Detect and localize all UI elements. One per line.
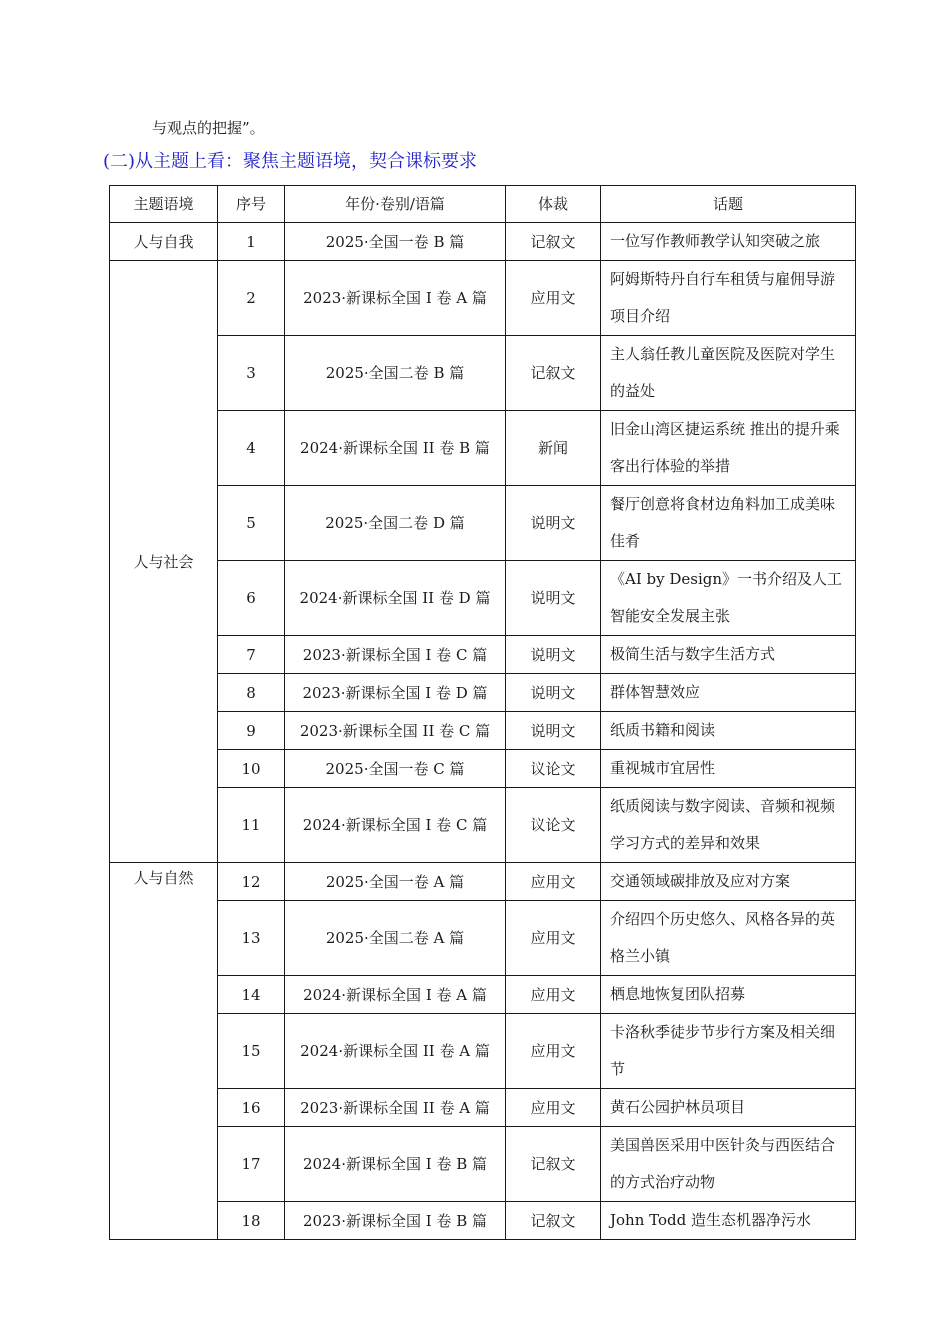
header-source: 年份·卷别/语篇	[285, 186, 506, 223]
context-self: 人与自我	[110, 223, 218, 261]
intro-text: 与观点的把握”。	[152, 119, 265, 137]
row-topic: 一位写作教师教学认知突破之旅	[601, 223, 856, 261]
table-row	[110, 1202, 856, 1240]
table-row	[110, 223, 856, 261]
row-source: 2025·全国一卷 A 篇	[285, 863, 506, 901]
row-number: 10	[218, 750, 285, 788]
row-topic: 重视城市宜居性	[601, 750, 856, 788]
row-number: 6	[218, 561, 285, 636]
row-genre: 说明文	[506, 674, 601, 712]
row-genre: 说明文	[506, 561, 601, 636]
table-row	[110, 712, 856, 750]
row-genre: 应用文	[506, 976, 601, 1014]
row-topic: 主人翁任教儿童医院及医院对学生的益处	[601, 336, 856, 411]
row-number: 13	[218, 901, 285, 976]
row-source: 2025·全国二卷 B 篇	[285, 336, 506, 411]
row-topic: 卡洛秋季徒步节步行方案及相关细节	[601, 1014, 856, 1089]
row-topic: 餐厅创意将食材边角料加工成美味佳肴	[601, 486, 856, 561]
row-source: 2025·全国二卷 D 篇	[285, 486, 506, 561]
table-row	[110, 261, 856, 336]
header-number: 序号	[218, 186, 285, 223]
row-source: 2023·新课标全国 I 卷 C 篇	[285, 636, 506, 674]
row-source: 2024·新课标全国 II 卷 B 篇	[285, 411, 506, 486]
row-source: 2025·全国一卷 B 篇	[285, 223, 506, 261]
row-topic: 阿姆斯特丹自行车租赁与雇佣导游项目介绍	[601, 261, 856, 336]
row-number: 3	[218, 336, 285, 411]
row-topic: John Todd 造生态机器净污水	[601, 1202, 856, 1240]
row-genre: 应用文	[506, 901, 601, 976]
table-row	[110, 1014, 856, 1089]
table-row	[110, 1127, 856, 1202]
row-genre: 应用文	[506, 261, 601, 336]
row-genre: 记叙文	[506, 223, 601, 261]
row-number: 4	[218, 411, 285, 486]
row-source: 2023·新课标全国 I 卷 D 篇	[285, 674, 506, 712]
table-row	[110, 976, 856, 1014]
table-header-row	[110, 186, 856, 223]
row-source: 2023·新课标全国 II 卷 C 篇	[285, 712, 506, 750]
row-source: 2023·新课标全国 II 卷 A 篇	[285, 1089, 506, 1127]
table-row	[110, 561, 856, 636]
row-source: 2024·新课标全国 I 卷 A 篇	[285, 976, 506, 1014]
row-number: 16	[218, 1089, 285, 1127]
row-genre: 应用文	[506, 1014, 601, 1089]
row-source: 2024·新课标全国 II 卷 A 篇	[285, 1014, 506, 1089]
row-source: 2025·全国二卷 A 篇	[285, 901, 506, 976]
row-source: 2025·全国一卷 C 篇	[285, 750, 506, 788]
row-number: 14	[218, 976, 285, 1014]
table-row	[110, 750, 856, 788]
table-row	[110, 336, 856, 411]
row-topic: 纸质阅读与数字阅读、音频和视频学习方式的差异和效果	[601, 788, 856, 863]
table-row	[110, 1089, 856, 1127]
row-topic: 黄石公园护林员项目	[601, 1089, 856, 1127]
row-topic: 交通领域碳排放及应对方案	[601, 863, 856, 901]
row-genre: 应用文	[506, 1089, 601, 1127]
row-number: 15	[218, 1014, 285, 1089]
row-topic: 群体智慧效应	[601, 674, 856, 712]
table-row	[110, 636, 856, 674]
row-genre: 记叙文	[506, 1127, 601, 1202]
table-row	[110, 411, 856, 486]
table-row	[110, 901, 856, 976]
row-number: 12	[218, 863, 285, 901]
row-genre: 说明文	[506, 712, 601, 750]
row-topic: 《AI by Design》一书介绍及人工智能安全发展主张	[601, 561, 856, 636]
row-number: 9	[218, 712, 285, 750]
row-genre: 说明文	[506, 636, 601, 674]
row-number: 2	[218, 261, 285, 336]
section-heading: (二)从主题上看：聚焦主题语境，契合课标要求	[103, 151, 478, 172]
row-source: 2023·新课标全国 I 卷 B 篇	[285, 1202, 506, 1240]
header-context: 主题语境	[110, 186, 218, 223]
row-source: 2024·新课标全国 I 卷 C 篇	[285, 788, 506, 863]
row-source: 2023·新课标全国 I 卷 A 篇	[285, 261, 506, 336]
row-topic: 极简生活与数字生活方式	[601, 636, 856, 674]
context-society: 人与社会	[110, 261, 218, 863]
row-genre: 新闻	[506, 411, 601, 486]
row-number: 18	[218, 1202, 285, 1240]
table-row	[110, 486, 856, 561]
row-topic: 介绍四个历史悠久、风格各异的英格兰小镇	[601, 901, 856, 976]
row-genre: 记叙文	[506, 1202, 601, 1240]
row-source: 2024·新课标全国 I 卷 B 篇	[285, 1127, 506, 1202]
header-topic: 话题	[601, 186, 856, 223]
row-number: 5	[218, 486, 285, 561]
row-genre: 议论文	[506, 788, 601, 863]
row-source: 2024·新课标全国 II 卷 D 篇	[285, 561, 506, 636]
row-number: 7	[218, 636, 285, 674]
table-row	[110, 674, 856, 712]
topic-table	[109, 185, 856, 1240]
row-topic: 纸质书籍和阅读	[601, 712, 856, 750]
row-number: 17	[218, 1127, 285, 1202]
row-topic: 栖息地恢复团队招募	[601, 976, 856, 1014]
row-topic: 旧金山湾区捷运系统 推出的提升乘客出行体验的举措	[601, 411, 856, 486]
row-genre: 议论文	[506, 750, 601, 788]
context-nature: 人与自然	[110, 863, 218, 1240]
row-genre: 说明文	[506, 486, 601, 561]
row-number: 1	[218, 223, 285, 261]
table-row	[110, 788, 856, 863]
row-number: 8	[218, 674, 285, 712]
table-row	[110, 863, 856, 901]
row-number: 11	[218, 788, 285, 863]
row-topic: 美国兽医采用中医针灸与西医结合的方式治疗动物	[601, 1127, 856, 1202]
row-genre: 应用文	[506, 863, 601, 901]
header-genre: 体裁	[506, 186, 601, 223]
row-genre: 记叙文	[506, 336, 601, 411]
